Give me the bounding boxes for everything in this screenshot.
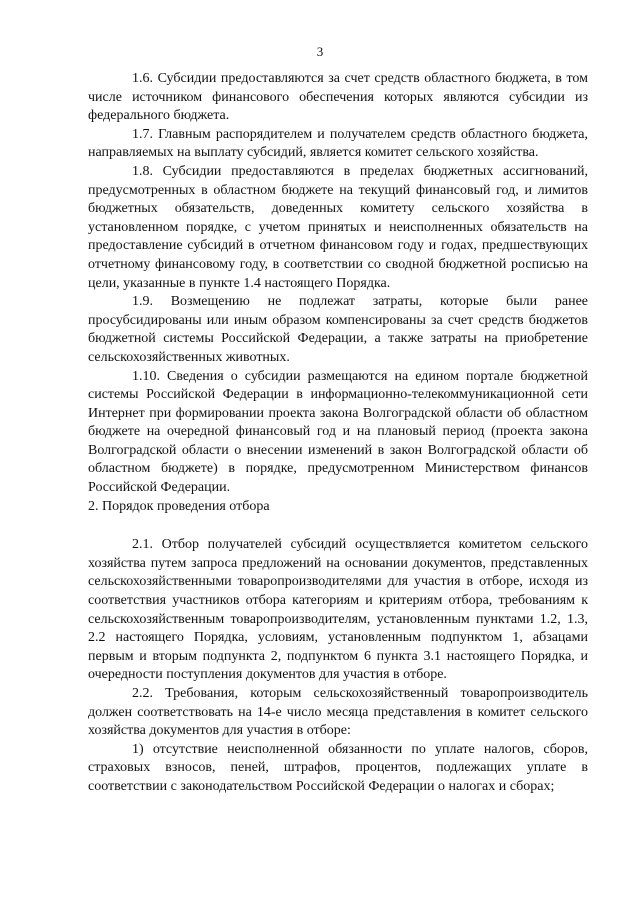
page-number: 3 (316, 44, 324, 59)
paragraph-1-9: 1.9. Возмещению не подлежат затраты, которые были ранее просубсидированы или иным образом компенсированы за счет средств бюджетов бюджетной системы Российской Федерации, а также затраты на приобретение сельскохозяйственных животных. (88, 294, 588, 365)
section-heading: 2. Порядок проведения отбора (88, 498, 270, 514)
paragraph-1-8: 1.8. Субсидии предоставляются в пределах бюджетных ассигнований, предусмотренных в областном бюджете на текущий финансовый год, и лимитов бюджетных обязательств, доведенных комитету сельского хозяйства в установленном порядке, с учетом принятых и неисполненных обязательств на предоставление субсидий в отчетном финансовом году и годах, предшествующих отчетному финансовому году, в соответствии со сводной бюджетной росписью на цели, указанные в пункте 1.4 настоящего Порядка. (88, 163, 588, 291)
paragraph-2-2-item-1: 1) отсутствие неисполненной обязанности по уплате налогов, сборов, страховых взносов, пеней, штрафов, процентов, подлежащих уплате в соответствии с законодательством Российской Федерации о налогах и сборах; (88, 741, 588, 794)
paragraph-2-2: 2.2. Требования, которым сельскохозяйственный товаропроизводитель должен соответствовать на 14-е число месяца представления в комитет сельского хозяйства документов для участия в отборе: (88, 686, 588, 739)
paragraph-1-7: 1.7. Главным распорядителем и получателем средств областного бюджета, направляемых на выплату субсидий, является комитет сельского хозяйства. (88, 126, 588, 161)
paragraph-1-6: 1.6. Субсидии предоставляются за счет средств областного бюджета, в том числе источником финансового обеспечения которых являются субсидии из федерального бюджета. (88, 71, 588, 124)
paragraph-2-1: 2.1. Отбор получателей субсидий осуществляется комитетом сельского хозяйства путем запроса предложений на основании документов, представленных сельскохозяйственными товаропроизводителями для участия в отборе, исходя из соответствия участников отбора категориям и критериям отбора, требованиям к сельскохозяйственным товаропроизводителям, установленным пунктами 1.2, 1.3, 2.2 настоящего Порядка, условиям, установленным подпунктом 1, абзацами первым и вторым подпункта 2, подпунктом 6 пункта 3.1 настоящего Порядка, и очередности поступления документов для участия в отборе. (88, 537, 588, 683)
document-body (88, 70, 588, 797)
paragraph-1-10: 1.10. Сведения о субсидии размещаются на едином портале бюджетной системы Российской Федерации в информационно-телекоммуникационной сети Интернет при формировании проекта закона Волгоградской области об областном бюджете на очередной финансовый год и на плановый период (проекта закона Волгоградской области о внесении изменений в закон Волгоградской области об областном бюджете) в порядке, предусмотренном Министерством финансов Российской Федерации. (88, 368, 588, 496)
